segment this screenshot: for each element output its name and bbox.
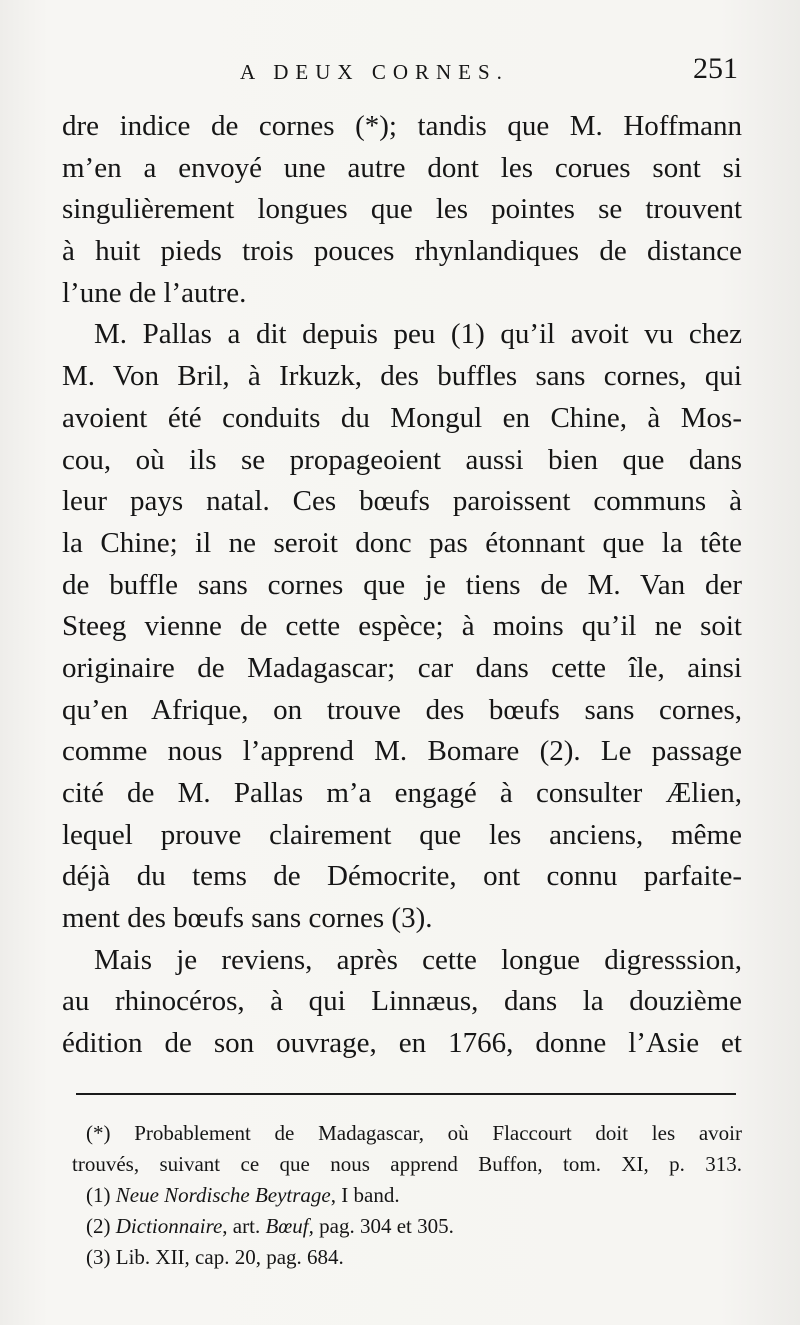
- text-line: cité de M. Pallas m’a engagé à consulter Ælien,: [62, 777, 742, 809]
- page-number: 251: [693, 52, 738, 85]
- text-line: comme nous l’apprend M. Bomare (2). Le passage: [62, 735, 742, 768]
- text-line: Mais je reviens, après cette longue digresssion,: [94, 943, 742, 976]
- text-line: déjà du tems de Démocrite, ont connu parfaite-: [62, 860, 742, 893]
- text-line: à huit pieds trois pouces rhynlandiques de distance: [62, 235, 742, 268]
- text-line: originaire de Madagascar; car dans cette île, ainsi: [62, 651, 742, 684]
- footnote-2: [72, 1211, 742, 1242]
- footnote-2-rest: pag. 304 et 305.: [319, 1214, 454, 1238]
- text-line: cou, où ils se propageoient aussi bien que dans: [62, 443, 742, 476]
- text-line: lequel prouve clairement que les anciens, même: [62, 818, 742, 851]
- body-text: [62, 106, 742, 1065]
- text-line: au rhinocéros, à qui Linnæus, dans la douzième: [62, 985, 742, 1018]
- text-line: de buffle sans cornes que je tiens de M. Van der: [62, 568, 742, 601]
- footnote-star-line1: (*) Probablement de Madagascar, où Flaccourt doit les avoir: [86, 1121, 742, 1145]
- text-line: singulièrement longues que les pointes se trouvent: [62, 193, 742, 226]
- text-line: l’une de l’autre.: [62, 276, 247, 309]
- text-line: M. Pallas a dit depuis peu (1) qu’il avoit vu chez: [94, 318, 742, 351]
- text-line: édition de son ouvrage, en 1766, donne l’Asie et: [62, 1027, 742, 1060]
- footnote-1-rest: , I band.: [330, 1183, 400, 1207]
- footnote-1: [72, 1180, 742, 1211]
- text-line: qu’en Afrique, on trouve des bœufs sans cornes,: [62, 693, 742, 726]
- text-line: Steeg vienne de cette espèce; à moins qu’il ne soit: [62, 610, 742, 643]
- text-line: dre indice de cornes (*); tandis que M. Hoffmann: [62, 110, 742, 142]
- footnote-2-word: Bœuf,: [265, 1214, 314, 1238]
- text-line: M. Von Bril, à Irkuzk, des buffles sans cornes, qui: [62, 360, 742, 393]
- footnote-2-mark: (2): [86, 1214, 111, 1238]
- footnote-1-mark: (1): [86, 1183, 111, 1207]
- running-title: A DEUX CORNES.: [240, 60, 509, 84]
- footnote-1-title: Neue Nordische Beytrage: [115, 1183, 331, 1207]
- text-line: avoient été conduits du Mongul en Chine, à Mos-: [62, 401, 742, 434]
- footnotes: [72, 1118, 742, 1273]
- text-line: ment des bœufs sans cornes (3).: [62, 902, 433, 935]
- text-line: m’en a envoyé une autre dont les corues sont si: [62, 151, 742, 184]
- footnote-star-line2: trouvés, suivant ce que nous apprend Buffon, tom. XI, p. 313.: [72, 1152, 742, 1176]
- footnote-divider: [76, 1093, 736, 1095]
- text-line: la Chine; il ne seroit donc pas étonnant que la tête: [62, 526, 742, 559]
- footnote-3: (3) Lib. XII, cap. 20, pag. 684.: [86, 1245, 344, 1269]
- footnote-2-mid: , art.: [222, 1214, 261, 1238]
- footnote-2-title: Dictionnaire: [115, 1214, 223, 1238]
- text-line: leur pays natal. Ces bœufs paroissent communs à: [62, 485, 742, 518]
